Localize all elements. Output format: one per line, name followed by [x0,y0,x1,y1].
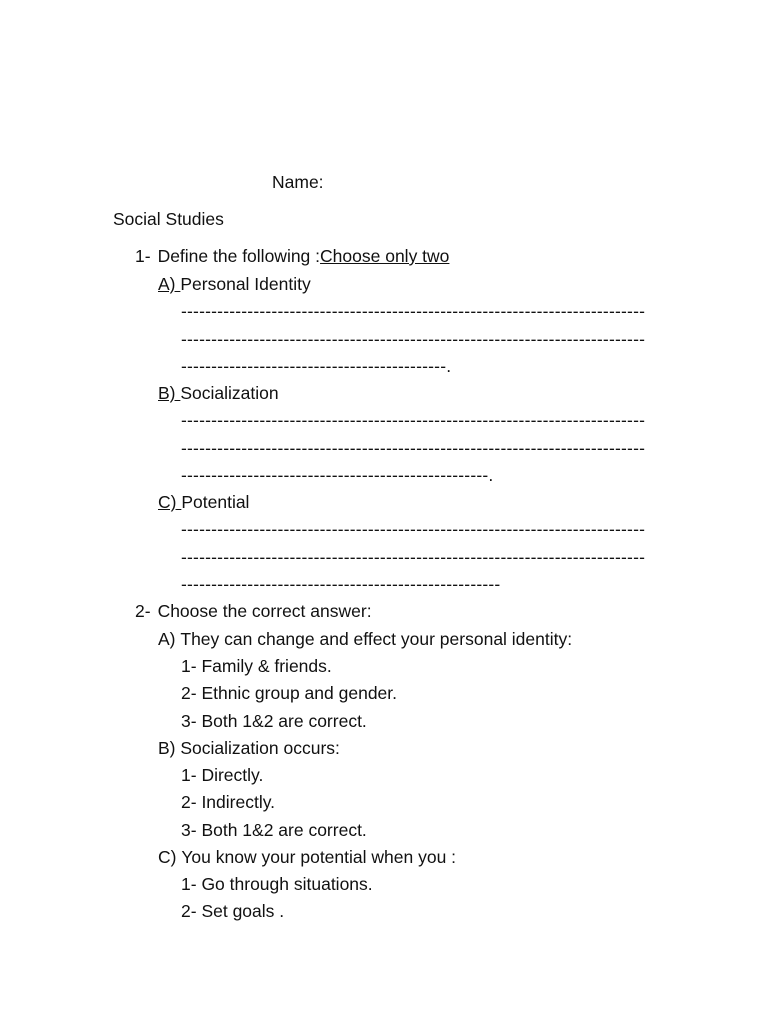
sub-question [158,737,340,759]
answer-line: ---------------------------------------------------. [181,465,494,485]
item-marker: A) [158,274,176,294]
question-instruction: Choose only two [320,246,450,266]
term-label: Potential [181,492,250,512]
answer-line: ----------------------------------------------------------------------------- [181,329,646,349]
answer-line: ----------------------------------------------------------------------------- [181,519,646,539]
option-number: 2- [181,683,197,703]
option-text: Ethnic group and gender. [201,683,398,703]
answer-line: ----------------------------------------------------- [181,574,501,594]
question-number: 1- [135,246,151,266]
name-label: Name: [272,172,324,192]
sub-question [158,628,572,650]
answer-option [181,655,332,677]
sub-question-text: You know your potential when you : [181,847,457,867]
option-number: 2- [181,901,197,921]
answer-line: --------------------------------------------. [181,356,452,376]
question-number: 2- [135,601,151,621]
option-number: 1- [181,765,197,785]
question-1-heading [135,245,449,267]
sub-question [158,846,456,868]
answer-option [181,682,397,704]
question-prompt: Define the following : [157,246,321,266]
option-text: Set goals . [201,901,285,921]
answer-option [181,764,263,786]
question-prompt: Choose the correct answer: [157,601,372,621]
option-text: Both 1&2 are correct. [201,711,367,731]
option-text: Indirectly. [201,792,276,812]
term-label: Socialization [180,383,279,403]
answer-line: ----------------------------------------------------------------------------- [181,438,646,458]
answer-option [181,900,284,922]
option-number: 3- [181,820,197,840]
term-item [158,273,311,295]
answer-line: ----------------------------------------------------------------------------- [181,410,646,430]
item-marker: A) [158,629,176,649]
term-label: Personal Identity [180,274,311,294]
item-marker: C) [158,492,177,512]
term-item [158,491,249,513]
sub-question-text: They can change and effect your personal identity: [180,629,573,649]
option-number: 2- [181,792,197,812]
option-number: 1- [181,656,197,676]
question-2-heading [135,600,372,622]
answer-option [181,819,367,841]
answer-option [181,710,367,732]
option-number: 3- [181,711,197,731]
answer-line: ----------------------------------------------------------------------------- [181,301,646,321]
option-text: Directly. [201,765,264,785]
term-item [158,382,279,404]
item-marker: B) [158,738,176,758]
item-marker: C) [158,847,177,867]
answer-option [181,873,373,895]
option-text: Family & friends. [201,656,332,676]
item-marker: B) [158,383,176,403]
option-number: 1- [181,874,197,894]
option-text: Both 1&2 are correct. [201,820,367,840]
subject-title: Social Studies [113,209,224,229]
sub-question-text: Socialization occurs: [180,738,340,758]
answer-option [181,791,275,813]
answer-line: ----------------------------------------------------------------------------- [181,547,646,567]
option-text: Go through situations. [201,874,373,894]
